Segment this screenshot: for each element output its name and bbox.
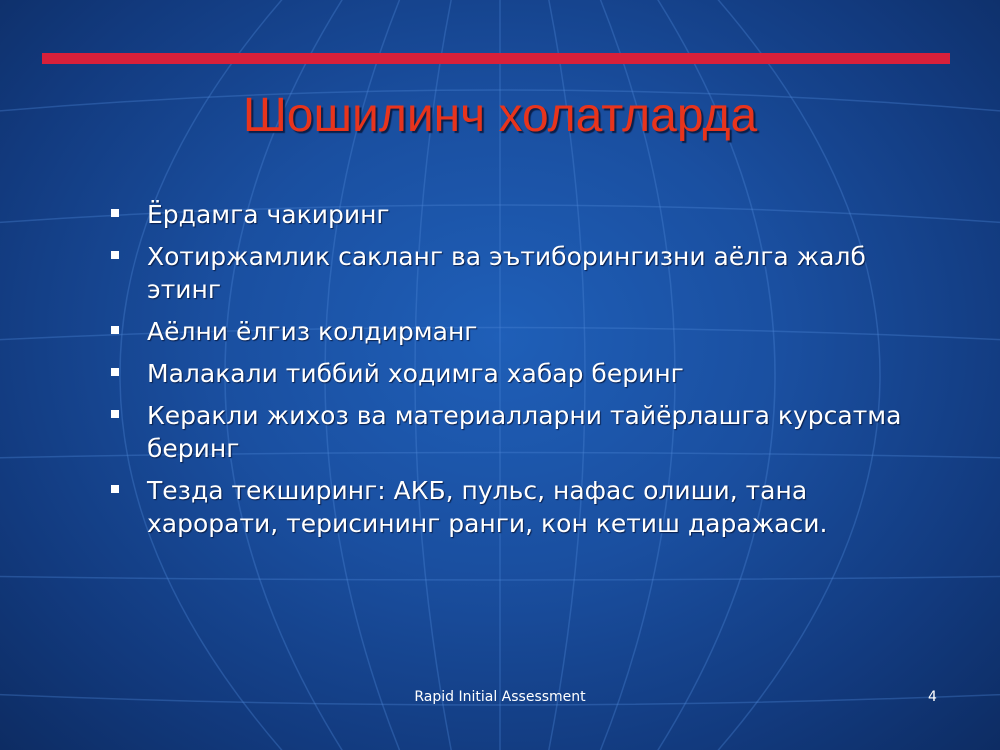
bullet-text: Аёлни ёлгиз колдирманг [147,317,478,346]
bullet-item [108,357,928,390]
square-bullet-icon [111,209,119,217]
square-bullet-icon [111,251,119,259]
bullet-item [108,399,928,465]
bullet-text: Тезда текширинг: АКБ, пульс, нафас олиши, тана харорати, терисининг ранги, кон кетиш даражаси. [147,476,828,538]
bullet-item [108,315,928,348]
bullet-text: Хотиржамлик сакланг ва эътиборингизни аёлга жалб этинг [147,242,866,304]
bullet-item [108,198,928,231]
page-number: 4 [928,689,937,705]
square-bullet-icon [111,326,119,334]
slide-title: Шошилинч холатларда [242,89,758,142]
square-bullet-icon [111,410,119,418]
bullet-list [108,198,928,549]
square-bullet-icon [111,485,119,493]
square-bullet-icon [111,368,119,376]
accent-bar [42,53,950,64]
bullet-text: Малакали тиббий ходимга хабар беринг [147,359,684,388]
bullet-text: Ёрдамга чакиринг [147,200,390,229]
bullet-item [108,474,928,540]
bullet-text: Керакли жихоз ва материалларни тайёрлашга курсатма беринг [147,401,902,463]
slide-footer: Rapid Initial Assessment [414,689,586,705]
bullet-item [108,240,928,306]
